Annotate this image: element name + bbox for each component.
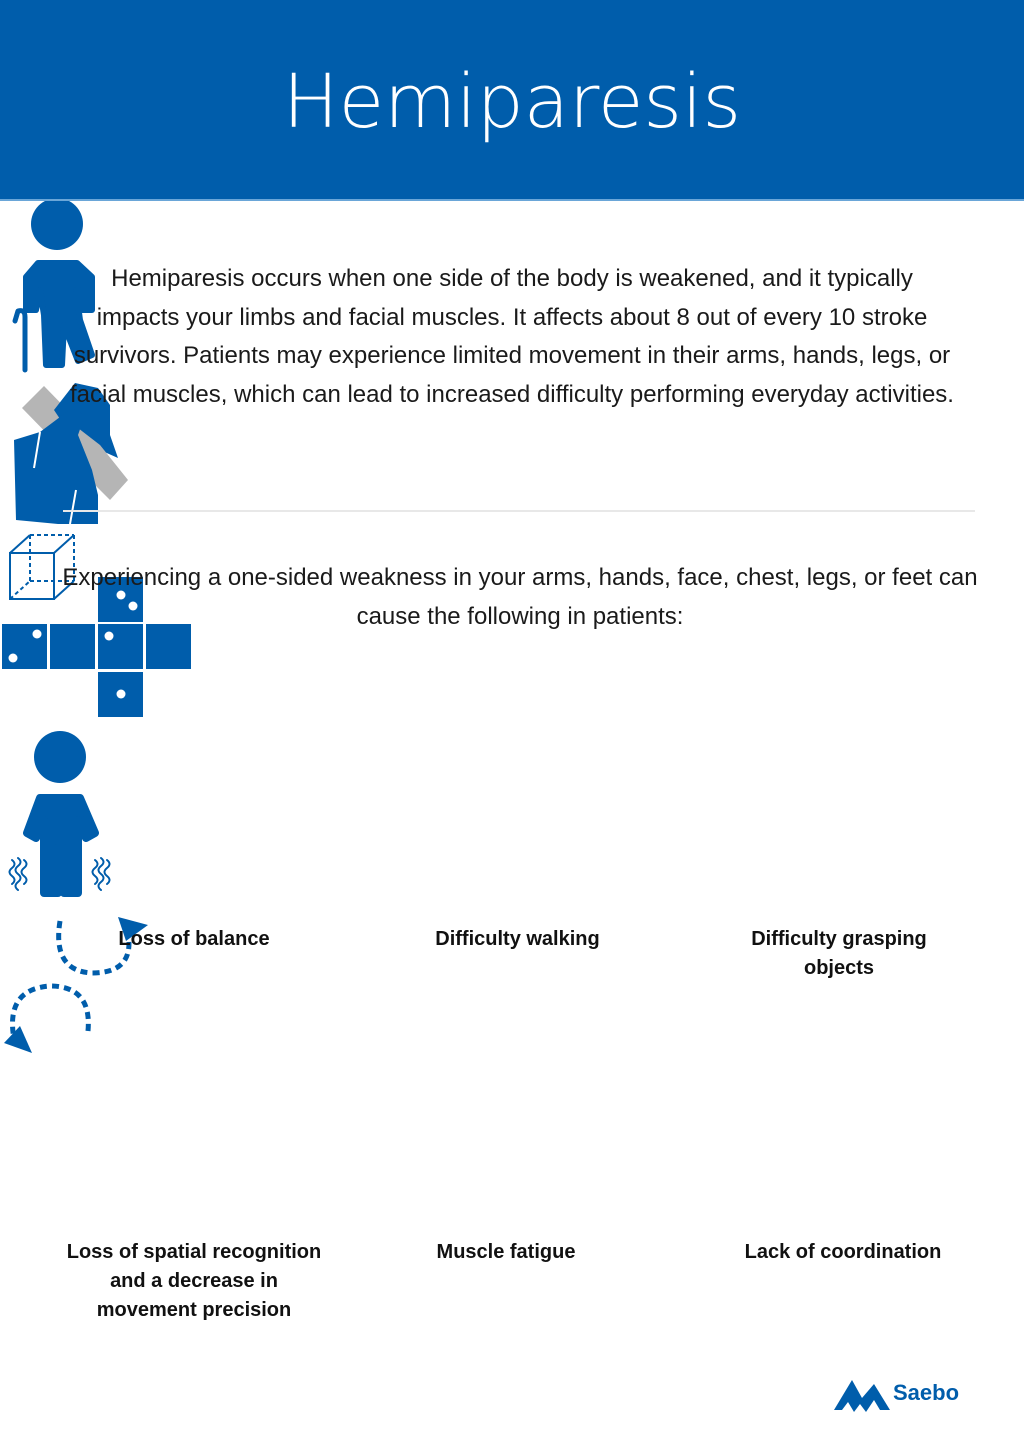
symptom-label: Difficulty walking — [435, 928, 600, 950]
symptom-label: Loss of spatial recognition and a decrease in movement precision — [66, 1241, 322, 1321]
divider — [63, 510, 975, 512]
symptom-label: Lack of coordination — [744, 1241, 942, 1263]
page-title: Hemiparesis — [282, 58, 742, 145]
symptom-label: Difficulty grasping objects — [751, 928, 927, 979]
brand-name: Saebo — [893, 1380, 960, 1405]
symptom-label: Loss of balance — [118, 928, 270, 950]
trembling-person-icon — [0, 728, 120, 906]
symptom-label: Muscle fatigue — [436, 1241, 576, 1263]
header-banner — [0, 0, 1024, 201]
lead-paragraph: Experiencing a one-sided weakness in your arms, hands, face, chest, legs, or feet can cause the following in patients: — [62, 564, 978, 630]
mountain-logo-icon — [832, 1372, 892, 1414]
intro-paragraph: Hemiparesis occurs when one side of the body is weakened, and it typically impacts your limbs and facial muscles. It affects about 8 out of every 10 stroke survivors. Patients may experience limited movement in their arms, hands, legs, or facial muscles, which can lead to increased difficulty performing everyday activities. — [70, 265, 954, 408]
